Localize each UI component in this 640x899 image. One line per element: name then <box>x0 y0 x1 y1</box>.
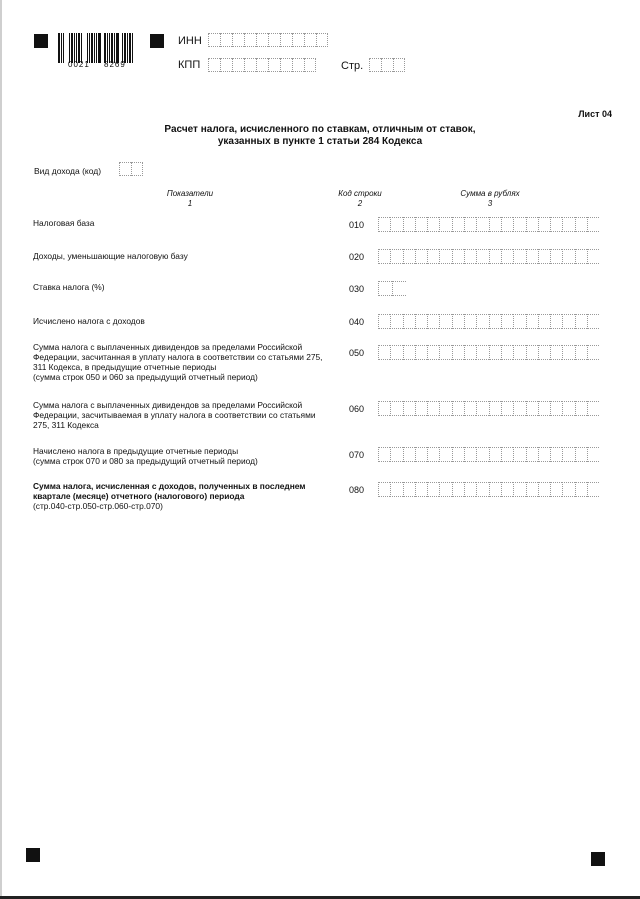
barcode-bar <box>58 33 60 63</box>
row-050-label: Сумма налога с выплаченных дивидендов за пределами Российской Федерации, засчитанная в уплату налога в соответствии со статьями 275, 311 Кодекса, в предыдущие отчетные периоды (сумма строк 050 и 060 за предыдущий отчетный период) <box>33 342 323 382</box>
row-020-label: Доходы, уменьшающие налоговую базу <box>33 251 188 261</box>
input-cell[interactable] <box>587 217 599 232</box>
income-type-label: Вид дохода (код) <box>34 166 102 176</box>
input-cell[interactable] <box>587 345 599 360</box>
kpp-field[interactable] <box>208 58 316 72</box>
input-cell[interactable] <box>489 447 501 462</box>
kpp-label: КПП <box>178 59 201 71</box>
input-cell[interactable] <box>575 401 587 416</box>
input-cell[interactable] <box>427 249 439 264</box>
input-cell[interactable] <box>452 447 464 462</box>
input-cell[interactable] <box>513 345 525 360</box>
input-cell[interactable] <box>538 217 550 232</box>
input-cell[interactable] <box>464 314 476 329</box>
input-cell[interactable] <box>538 249 550 264</box>
barcode-bar <box>122 33 123 63</box>
input-cell[interactable] <box>415 217 427 232</box>
input-cell[interactable] <box>526 482 538 497</box>
row-030-label: Ставка налога (%) <box>33 282 105 292</box>
input-cell[interactable] <box>526 314 538 329</box>
input-cell[interactable] <box>403 401 415 416</box>
input-cell[interactable] <box>550 314 562 329</box>
input-cell[interactable] <box>452 249 464 264</box>
input-cell[interactable] <box>513 447 525 462</box>
input-cell[interactable] <box>513 401 525 416</box>
input-cell[interactable] <box>452 314 464 329</box>
input-cell[interactable] <box>526 249 538 264</box>
barcode-bar <box>74 33 75 63</box>
input-cell[interactable] <box>208 33 220 47</box>
title-line-1: Расчет налога, исчисленного по ставкам, отличным от ставок, <box>164 124 476 135</box>
corner-marker-bottom-right <box>591 852 605 866</box>
input-cell[interactable] <box>304 33 316 47</box>
input-cell[interactable] <box>464 217 476 232</box>
input-cell[interactable] <box>538 314 550 329</box>
input-cell[interactable] <box>415 482 427 497</box>
input-cell[interactable] <box>489 249 501 264</box>
row-030-rate-field[interactable] <box>378 281 406 296</box>
input-cell[interactable] <box>232 58 244 72</box>
input-cell[interactable] <box>501 249 513 264</box>
input-cell[interactable] <box>526 217 538 232</box>
input-cell[interactable] <box>439 217 451 232</box>
input-cell[interactable] <box>501 314 513 329</box>
input-cell[interactable] <box>550 217 562 232</box>
input-cell[interactable] <box>489 314 501 329</box>
input-cell[interactable] <box>550 345 562 360</box>
row-050-sum-field[interactable] <box>378 345 599 360</box>
input-cell[interactable] <box>452 217 464 232</box>
input-cell[interactable] <box>538 345 550 360</box>
input-cell[interactable] <box>427 314 439 329</box>
input-cell[interactable] <box>501 345 513 360</box>
barcode-bar <box>104 33 106 63</box>
input-cell[interactable] <box>464 482 476 497</box>
row-070-code: 070 <box>349 450 365 460</box>
input-cell[interactable] <box>439 482 451 497</box>
input-cell[interactable] <box>381 58 393 72</box>
input-cell[interactable] <box>513 217 525 232</box>
income-type-field[interactable] <box>119 162 143 176</box>
corner-marker-top-mid <box>150 34 164 48</box>
row-010-code: 010 <box>349 220 365 230</box>
input-cell[interactable] <box>439 249 451 264</box>
input-cell[interactable] <box>415 314 427 329</box>
corner-marker-top-left <box>34 34 48 48</box>
input-cell[interactable] <box>476 314 488 329</box>
input-cell[interactable] <box>452 401 464 416</box>
barcode-bar <box>69 33 70 63</box>
row-060-code: 060 <box>349 404 365 414</box>
input-cell[interactable] <box>393 58 405 72</box>
input-cell[interactable] <box>575 482 587 497</box>
row-010-label: Налоговая база <box>33 218 95 228</box>
barcode-bar <box>96 33 97 63</box>
input-cell[interactable] <box>587 249 599 264</box>
corner-marker-bottom-left <box>26 848 40 862</box>
input-cell[interactable] <box>292 33 304 47</box>
barcode-bar <box>76 33 77 63</box>
input-cell[interactable] <box>131 162 143 176</box>
input-cell[interactable] <box>403 345 415 360</box>
input-cell[interactable] <box>562 345 574 360</box>
input-cell[interactable] <box>280 58 292 72</box>
input-cell[interactable] <box>550 401 562 416</box>
column-header-sum: Сумма в рублях 3 <box>460 189 520 208</box>
row-060-sum-field[interactable] <box>378 401 599 416</box>
barcode-bar <box>89 33 90 63</box>
barcode-bar <box>81 33 82 63</box>
inn-field[interactable] <box>208 33 328 47</box>
input-cell[interactable] <box>427 482 439 497</box>
input-cell[interactable] <box>427 447 439 462</box>
input-cell[interactable] <box>501 482 513 497</box>
input-cell[interactable] <box>562 482 574 497</box>
column-header-line-code: Код строки 2 <box>338 189 382 208</box>
input-cell[interactable] <box>538 482 550 497</box>
input-cell[interactable] <box>550 482 562 497</box>
input-cell[interactable] <box>550 447 562 462</box>
barcode-bar <box>107 33 108 63</box>
input-cell[interactable] <box>476 482 488 497</box>
input-cell[interactable] <box>369 58 381 72</box>
input-cell[interactable] <box>575 314 587 329</box>
input-cell[interactable] <box>501 217 513 232</box>
input-cell[interactable] <box>575 217 587 232</box>
input-cell[interactable] <box>220 58 232 72</box>
row-020-code: 020 <box>349 252 365 262</box>
barcode-bar <box>71 33 73 63</box>
input-cell[interactable] <box>378 281 392 296</box>
input-cell[interactable] <box>390 447 402 462</box>
input-cell[interactable] <box>427 217 439 232</box>
input-cell[interactable] <box>562 249 574 264</box>
column-header-indicators: Показатели 1 <box>166 189 214 208</box>
barcode-bar <box>124 33 126 63</box>
input-cell[interactable] <box>280 33 292 47</box>
input-cell[interactable] <box>439 345 451 360</box>
input-cell[interactable] <box>403 249 415 264</box>
input-cell[interactable] <box>304 58 316 72</box>
page-title <box>150 124 490 148</box>
barcode-number-left: 0021 <box>68 60 90 69</box>
input-cell[interactable] <box>378 401 390 416</box>
input-cell[interactable] <box>403 314 415 329</box>
row-060-label: Сумма налога с выплаченных дивидендов за пределами Российской Федерации, засчитываемая в уплату налога в соответствии со статьями 275, 311 Кодекса <box>33 400 316 430</box>
input-cell[interactable] <box>403 482 415 497</box>
input-cell[interactable] <box>464 345 476 360</box>
input-cell[interactable] <box>427 401 439 416</box>
input-cell[interactable] <box>464 249 476 264</box>
input-cell[interactable] <box>403 217 415 232</box>
input-cell[interactable] <box>501 401 513 416</box>
input-cell[interactable] <box>378 345 390 360</box>
barcode-bar <box>98 33 101 63</box>
input-cell[interactable] <box>476 345 488 360</box>
input-cell[interactable] <box>378 482 390 497</box>
input-cell[interactable] <box>575 249 587 264</box>
barcode-bar <box>111 33 113 63</box>
input-cell[interactable] <box>378 447 390 462</box>
page-label: Стр. <box>341 60 364 72</box>
barcode <box>58 33 144 63</box>
input-cell[interactable] <box>439 314 451 329</box>
input-cell[interactable] <box>526 447 538 462</box>
input-cell[interactable] <box>390 482 402 497</box>
input-cell[interactable] <box>489 217 501 232</box>
input-cell[interactable] <box>587 314 599 329</box>
input-cell[interactable] <box>439 401 451 416</box>
input-cell[interactable] <box>464 401 476 416</box>
barcode-bar <box>114 33 115 63</box>
input-cell[interactable] <box>392 281 406 296</box>
row-080-code: 080 <box>349 485 365 495</box>
input-cell[interactable] <box>526 345 538 360</box>
barcode-bar <box>63 33 64 63</box>
row-040-code: 040 <box>349 317 365 327</box>
input-cell[interactable] <box>390 401 402 416</box>
input-cell[interactable] <box>390 345 402 360</box>
input-cell[interactable] <box>378 249 390 264</box>
barcode-bar <box>61 33 62 63</box>
input-cell[interactable] <box>550 249 562 264</box>
barcode-number-right: 8269 <box>104 60 126 69</box>
barcode-bar <box>129 33 131 63</box>
input-cell[interactable] <box>526 401 538 416</box>
input-cell[interactable] <box>513 314 525 329</box>
input-cell[interactable] <box>390 249 402 264</box>
input-cell[interactable] <box>562 447 574 462</box>
input-cell[interactable] <box>268 33 280 47</box>
input-cell[interactable] <box>489 401 501 416</box>
input-cell[interactable] <box>390 314 402 329</box>
input-cell[interactable] <box>415 345 427 360</box>
input-cell[interactable] <box>439 447 451 462</box>
input-cell[interactable] <box>378 217 390 232</box>
row-080-sum-field[interactable] <box>378 482 599 497</box>
input-cell[interactable] <box>244 33 256 47</box>
page-edge-left <box>0 0 2 899</box>
title-line-2: указанных в пункте 1 статьи 284 Кодекса <box>217 136 423 147</box>
barcode-bar <box>132 33 133 63</box>
input-cell[interactable] <box>316 33 328 47</box>
input-cell[interactable] <box>575 345 587 360</box>
input-cell[interactable] <box>256 33 268 47</box>
input-cell[interactable] <box>513 482 525 497</box>
row-040-label: Исчислено налога с доходов <box>33 316 145 326</box>
input-cell[interactable] <box>415 447 427 462</box>
barcode-bar <box>87 33 88 63</box>
barcode-bar <box>94 33 95 63</box>
barcode-bar <box>127 33 128 63</box>
row-070-sum-field[interactable] <box>378 447 599 462</box>
input-cell[interactable] <box>415 401 427 416</box>
row-080-label: Сумма налога, исчисленная с доходов, полученных в последнем квартале (месяце) отчетного (налогового) периода (стр.040-стр.050-стр.060-стр.070) <box>33 481 306 511</box>
input-cell[interactable] <box>587 401 599 416</box>
input-cell[interactable] <box>403 447 415 462</box>
input-cell[interactable] <box>119 162 131 176</box>
input-cell[interactable] <box>562 314 574 329</box>
input-cell[interactable] <box>562 401 574 416</box>
sheet-number: Лист 04 <box>578 109 612 119</box>
input-cell[interactable] <box>476 217 488 232</box>
input-cell[interactable] <box>562 217 574 232</box>
barcode-bar <box>109 33 110 63</box>
input-cell[interactable] <box>489 345 501 360</box>
input-cell[interactable] <box>501 447 513 462</box>
input-cell[interactable] <box>390 217 402 232</box>
barcode-bar <box>116 33 119 63</box>
row-010-sum-field[interactable] <box>378 217 599 232</box>
input-cell[interactable] <box>415 249 427 264</box>
barcode-bar <box>78 33 80 63</box>
input-cell[interactable] <box>268 58 280 72</box>
input-cell[interactable] <box>256 58 268 72</box>
inn-label: ИНН <box>178 35 202 47</box>
input-cell[interactable] <box>538 401 550 416</box>
barcode-bar <box>91 33 93 63</box>
input-cell[interactable] <box>452 482 464 497</box>
input-cell[interactable] <box>575 447 587 462</box>
input-cell[interactable] <box>476 447 488 462</box>
input-cell[interactable] <box>464 447 476 462</box>
input-cell[interactable] <box>292 58 304 72</box>
row-070-label: Начислено налога в предыдущие отчетные периоды (сумма строк 070 и 080 за предыдущий отчетный период) <box>33 446 258 466</box>
input-cell[interactable] <box>538 447 550 462</box>
row-020-sum-field[interactable] <box>378 249 599 264</box>
page-number-field[interactable] <box>369 58 405 72</box>
row-030-code: 030 <box>349 284 365 294</box>
input-cell[interactable] <box>244 58 256 72</box>
input-cell[interactable] <box>489 482 501 497</box>
input-cell[interactable] <box>476 249 488 264</box>
input-cell[interactable] <box>378 314 390 329</box>
input-cell[interactable] <box>208 58 220 72</box>
input-cell[interactable] <box>587 482 599 497</box>
row-050-code: 050 <box>349 348 365 358</box>
input-cell[interactable] <box>220 33 232 47</box>
row-040-sum-field[interactable] <box>378 314 599 329</box>
input-cell[interactable] <box>427 345 439 360</box>
input-cell[interactable] <box>513 249 525 264</box>
input-cell[interactable] <box>452 345 464 360</box>
input-cell[interactable] <box>476 401 488 416</box>
input-cell[interactable] <box>587 447 599 462</box>
input-cell[interactable] <box>232 33 244 47</box>
